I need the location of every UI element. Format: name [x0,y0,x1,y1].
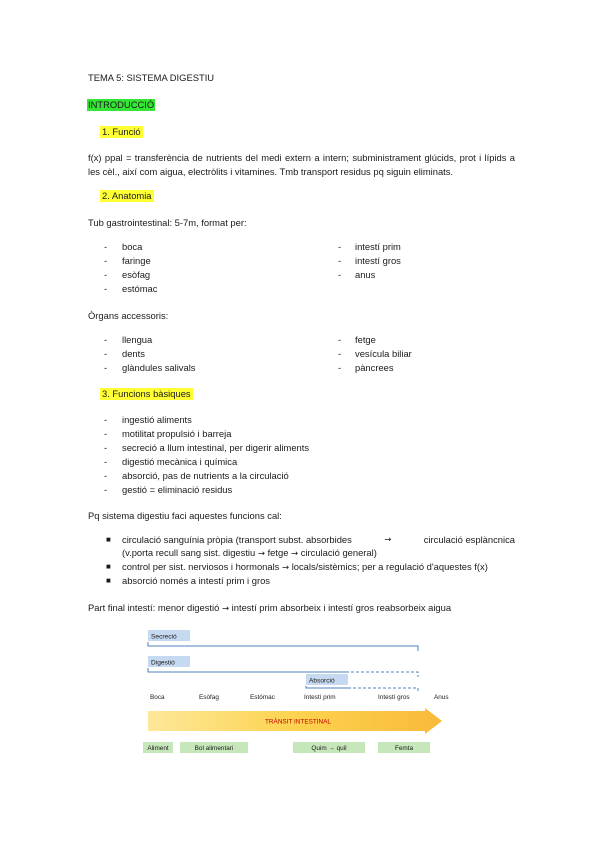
cal-item-text: circulació general) [300,547,377,558]
list-item: intestí prim [355,241,401,252]
part-final-text: intestí prim absorbeix i intestí gros reabsorbeix aigua [231,602,452,613]
list-item: gestió = eliminació residus [122,484,233,495]
section-funcio-heading: 1. Funció [102,126,141,137]
bullet-marker: ■ [106,562,111,571]
list-dash: - [104,442,108,453]
tub-intro: Tub gastrointestinal: 5-7m, format per: [88,217,247,228]
part-final-text: Part final intestí: menor digestió [88,602,220,613]
list-item: absorció, pas de nutrients a la circulació [122,470,289,481]
funcio-paragraph: f(x) ppal = transferència de nutrients del medi extern a intern; subministrament glúcids, prot i lípids a les cèl., així com aigua, electròlits i vitamines. Tmb transport residus pq siguin eliminats. [88,152,515,177]
arrow-icon: → [384,535,392,545]
cal-item-text: circulació esplàncnica [423,534,515,545]
list-dash: - [104,456,108,467]
intro-heading: INTRODUCCIÓ [88,99,155,110]
doc-title: TEMA 5: SISTEMA DIGESTIU [88,72,215,83]
list-dash: - [104,255,108,266]
cal-item-1-line-1 [122,534,515,546]
arrow-icon: → [281,563,290,573]
transit-label: TRÀNSIT INTESTINAL [265,718,331,726]
stage-label: Femta [394,745,414,752]
list-dash: - [338,255,342,266]
segment-label: Intestí gros [378,694,410,701]
list-dash: - [338,348,342,359]
absorcio-span-line [306,686,348,688]
list-dash: - [104,269,108,280]
segment-label: Esòfag [199,694,219,701]
cal-item-text: (v.porta recull sang sist. digestiu [122,547,256,558]
cal-item-2 [122,561,488,574]
cal-item-text: control per sist. nerviosos i hormonals [122,561,280,572]
section-funcions-heading: 3. Funcions bàsiques [102,388,191,399]
arrow-icon: → [291,549,299,559]
digestio-span-line [148,668,346,672]
stage-label: Bol alimentari [194,745,234,752]
list-item: vesícula biliar [355,348,412,359]
list-dash: - [104,484,108,495]
list-item: fetge [355,334,376,345]
list-dash: - [104,470,108,481]
cal-item-1-line-2 [122,547,377,560]
list-item: llengua [122,334,153,345]
arrow-icon: → [221,604,230,614]
stage-label: Quim → quil [311,745,347,752]
list-item: faringe [122,255,151,266]
list-item: boca [122,241,143,252]
list-item: secreció a llum intestinal, per digerir aliments [122,442,310,453]
cal-item-text: circulació sanguínia pròpia (transport subst. absorbides [122,534,352,545]
secrecio-span-line [148,642,418,651]
digestio-label: Digestió [151,659,175,667]
digestive-process-diagram [138,624,454,759]
list-dash: - [338,334,342,345]
accessory-intro: Òrgans accessoris: [88,310,169,321]
cal-item-text: fetge [267,547,289,558]
list-item: digestió mecànica i química [122,456,238,467]
list-dash: - [104,362,108,373]
list-dash: - [338,362,342,373]
list-dash: - [104,428,108,439]
cal-item-text: locals/sistèmics; per a regulació d'aquestes f(x) [291,561,488,572]
list-item: estómac [122,283,158,294]
segment-label: Estómac [250,694,275,701]
arrow-icon: → [257,549,265,559]
list-item: motilitat propulsió i barreja [122,428,232,439]
part-final-line [88,602,451,615]
list-item: esòfag [122,269,151,280]
cal-item-3 [122,575,270,587]
pq-intro: Pq sistema digestiu faci aquestes funcions cal: [88,510,282,521]
stage-label: Aliment [147,745,169,752]
bullet-marker: ■ [106,535,111,544]
segment-label: Intestí prim [304,694,336,701]
absorcio-span-dashed [348,688,418,692]
segment-label: Boca [150,694,165,701]
segment-label: Anus [434,694,449,701]
list-dash: - [338,241,342,252]
list-dash: - [104,414,108,425]
list-dash: - [338,269,342,280]
absorcio-label: Absorció [309,677,335,685]
list-dash: - [104,334,108,345]
list-item: anus [355,269,376,280]
list-dash: - [104,283,108,294]
list-dash: - [104,241,108,252]
digestio-span-dashed [346,672,418,677]
list-item: glàndules salivals [122,362,196,373]
secrecio-label: Secreció [151,633,177,641]
bullet-marker: ■ [106,576,111,585]
list-item: pàncrees [355,362,394,373]
section-anatomia-heading: 2. Anatomia [102,190,152,201]
cal-item-text: absorció només a intestí prim i gros [122,575,270,586]
list-item: intestí gros [355,255,401,266]
list-item: ingestió aliments [122,414,192,425]
list-item: dents [122,348,145,359]
list-dash: - [104,348,108,359]
